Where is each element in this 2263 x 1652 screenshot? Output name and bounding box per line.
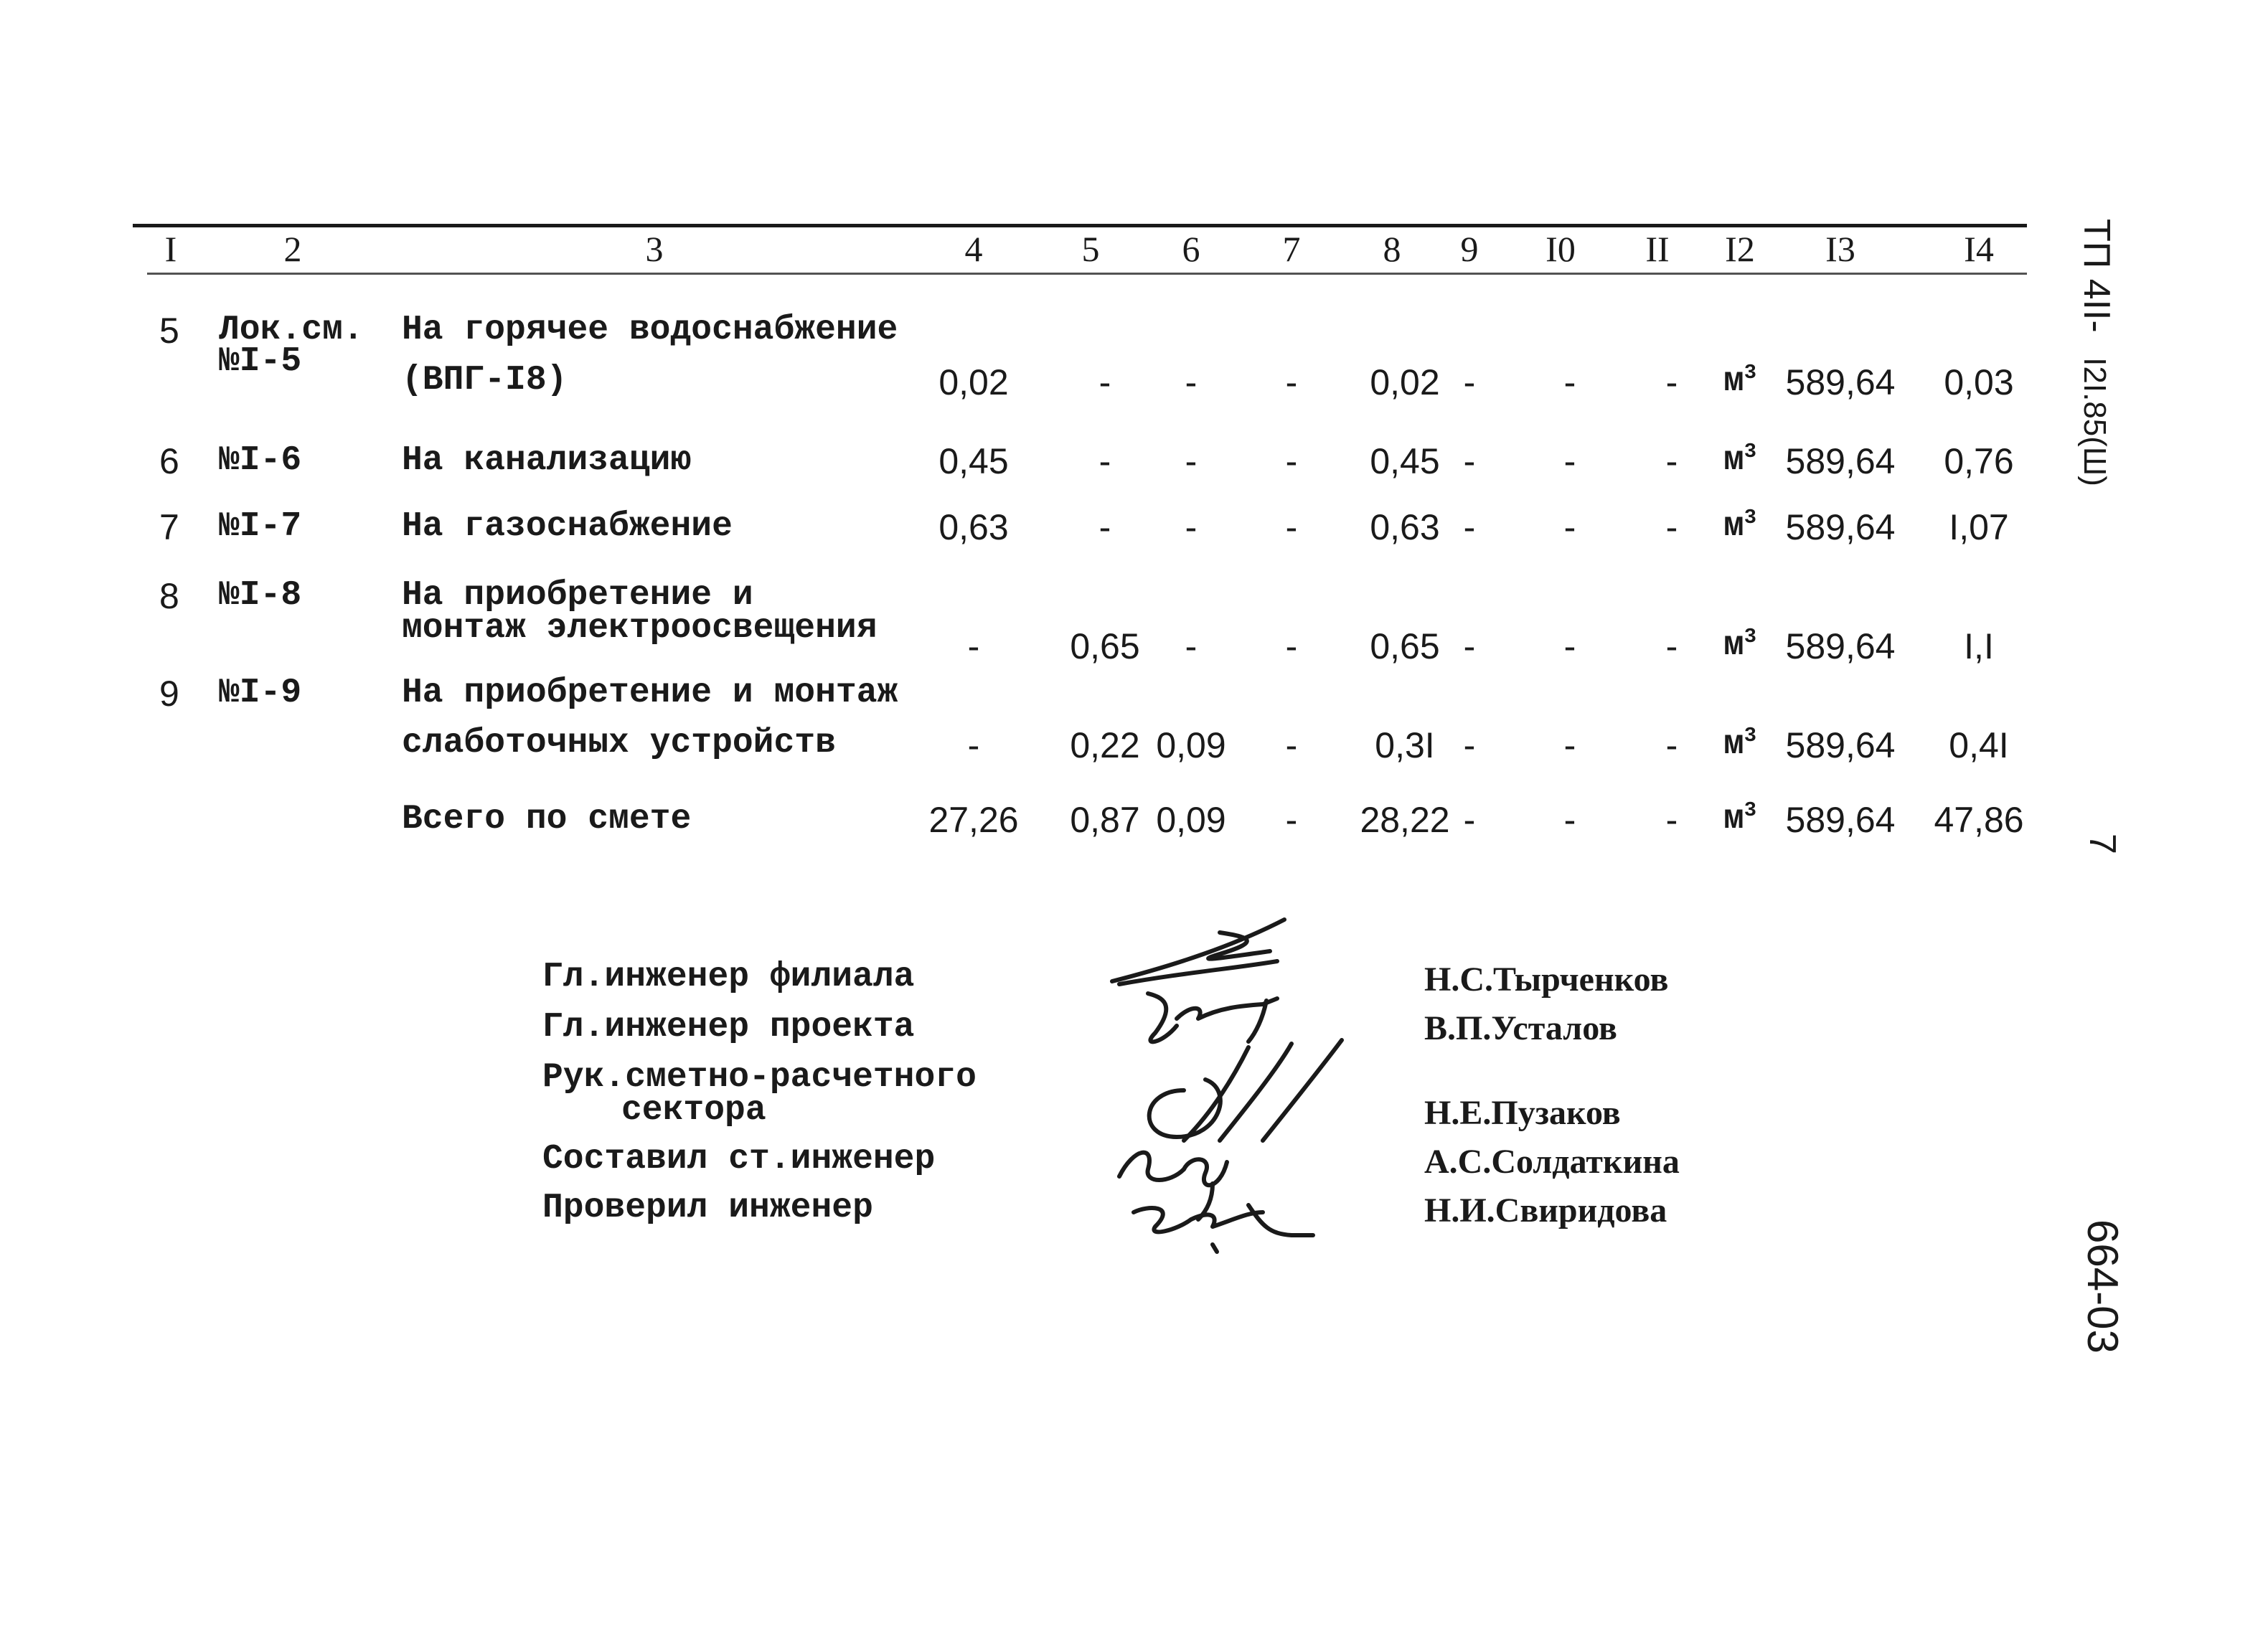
value-c13: 589,64 xyxy=(1785,626,1896,666)
column-header: II xyxy=(1645,229,1670,269)
value-c7: - xyxy=(1285,441,1298,481)
work-name: На канализацию xyxy=(402,441,692,480)
value-c11: - xyxy=(1665,800,1678,840)
column-header: I3 xyxy=(1825,229,1855,269)
document-ref: Лок.см. xyxy=(219,311,364,349)
signature-5 xyxy=(1134,1205,1313,1252)
column-header: 9 xyxy=(1460,229,1479,269)
signature-2 xyxy=(1148,993,1277,1042)
value-c11: - xyxy=(1665,626,1678,666)
signer-name: Н.С.Тырченков xyxy=(1424,960,1669,999)
document-ref: №I-8 xyxy=(219,576,302,615)
signer-role: Проверил инженер xyxy=(542,1189,873,1227)
value-c9: - xyxy=(1463,626,1476,666)
document-ref: №I-7 xyxy=(219,507,302,546)
value-c5: 0,65 xyxy=(1070,626,1140,666)
value-c4: 0,02 xyxy=(938,362,1009,402)
signer-role: сектора xyxy=(621,1091,766,1130)
signer-name: А.С.Солдаткина xyxy=(1424,1143,1680,1181)
column-header: I4 xyxy=(1964,229,1994,269)
value-c9: - xyxy=(1463,507,1476,547)
work-name: монтаж электроосвещения xyxy=(402,609,878,648)
value-c10: - xyxy=(1563,441,1576,481)
row-number: 7 xyxy=(159,507,179,547)
value-c10: - xyxy=(1563,626,1576,666)
document-ref: №I-5 xyxy=(219,342,302,381)
work-name: Всего по смете xyxy=(402,800,692,839)
row-number: 9 xyxy=(159,674,179,714)
value-c5: 0,87 xyxy=(1070,800,1140,840)
unit: $м^3$ xyxy=(1723,625,1757,665)
value-c13: 589,64 xyxy=(1785,725,1896,765)
sheet-code xyxy=(2075,219,2118,486)
work-name: (ВПГ-I8) xyxy=(402,361,568,400)
unit: $м^3$ xyxy=(1723,798,1757,839)
column-header: 3 xyxy=(645,229,664,269)
value-c4: - xyxy=(967,725,980,765)
document-ref: №I-9 xyxy=(219,674,302,712)
signer-role: Гл.инженер филиала xyxy=(542,958,915,996)
value-c10: - xyxy=(1563,725,1576,765)
unit: $м^3$ xyxy=(1723,361,1757,401)
value-c8: 0,3I xyxy=(1375,725,1435,765)
value-c4: - xyxy=(967,626,980,666)
value-c11: - xyxy=(1665,725,1678,765)
unit: $м^3$ xyxy=(1723,724,1757,764)
value-c4: 27,26 xyxy=(928,800,1019,840)
signer-role: Рук.сметно-расчетного xyxy=(542,1058,977,1097)
value-c9: - xyxy=(1463,725,1476,765)
row-number: 5 xyxy=(159,311,179,351)
value-c8: 0,63 xyxy=(1370,507,1440,547)
value-c6: 0,09 xyxy=(1156,800,1226,840)
value-c7: - xyxy=(1285,507,1298,547)
value-c4: 0,45 xyxy=(938,441,1009,481)
value-c8: 0,02 xyxy=(1370,362,1440,402)
column-header: 5 xyxy=(1081,229,1100,269)
page-number: 7 xyxy=(2081,834,2123,854)
column-header: I0 xyxy=(1545,229,1576,269)
value-c5: - xyxy=(1098,441,1111,481)
value-c7: - xyxy=(1285,626,1298,666)
value-c10: - xyxy=(1563,800,1576,840)
value-c8: 0,45 xyxy=(1370,441,1440,481)
value-c13: 589,64 xyxy=(1785,362,1896,402)
signature-1 xyxy=(1112,920,1284,984)
value-c14: I,I xyxy=(1964,626,1994,666)
column-header: 4 xyxy=(964,229,983,269)
unit: $м^3$ xyxy=(1723,506,1757,546)
value-c13: 589,64 xyxy=(1785,800,1896,840)
value-c11: - xyxy=(1665,441,1678,481)
value-c13: 589,64 xyxy=(1785,441,1896,481)
value-c9: - xyxy=(1463,362,1476,402)
signer-name: Н.И.Свиридова xyxy=(1424,1191,1667,1229)
value-c14: I,07 xyxy=(1949,507,2009,547)
work-name: слаботочных устройств xyxy=(402,724,836,763)
signer-name: Н.Е.Пузаков xyxy=(1424,1094,1621,1132)
unit: $м^3$ xyxy=(1723,440,1757,480)
sheet-code-prefix: ТП 4II- xyxy=(2076,219,2117,333)
value-c4: 0,63 xyxy=(938,507,1009,547)
work-name: На приобретение и монтаж xyxy=(402,674,898,712)
document-ref: №I-6 xyxy=(219,441,302,480)
value-c5: - xyxy=(1098,362,1111,402)
value-c9: - xyxy=(1463,800,1476,840)
value-c10: - xyxy=(1563,362,1576,402)
work-name: На горячее водоснабжение xyxy=(402,311,898,349)
value-c11: - xyxy=(1665,362,1678,402)
row-number: 6 xyxy=(159,441,179,481)
column-header: 2 xyxy=(283,229,302,269)
signature-3 xyxy=(1149,1040,1342,1141)
value-c6: - xyxy=(1185,507,1198,547)
sheet-code-suffix: I2I.85(Ш) xyxy=(2077,357,2112,486)
value-c8: 0,65 xyxy=(1370,626,1440,666)
signer-role: Составил ст.инженер xyxy=(542,1140,936,1179)
value-c6: - xyxy=(1185,626,1198,666)
value-c7: - xyxy=(1285,362,1298,402)
column-header: 6 xyxy=(1182,229,1200,269)
signer-name: В.П.Усталов xyxy=(1424,1009,1617,1047)
value-c14: 0,76 xyxy=(1944,441,2014,481)
value-c6: - xyxy=(1185,441,1198,481)
value-c14: 0,4I xyxy=(1949,725,2009,765)
value-c5: - xyxy=(1098,507,1111,547)
series-number: 664-03 xyxy=(2079,1219,2127,1354)
value-c13: 589,64 xyxy=(1785,507,1896,547)
value-c6: 0,09 xyxy=(1156,725,1226,765)
work-name: На приобретение и xyxy=(402,576,753,615)
column-header: 7 xyxy=(1282,229,1301,269)
value-c7: - xyxy=(1285,725,1298,765)
value-c11: - xyxy=(1665,507,1678,547)
column-header: 8 xyxy=(1383,229,1401,269)
value-c9: - xyxy=(1463,441,1476,481)
value-c8: 28,22 xyxy=(1360,800,1450,840)
work-name: На газоснабжение xyxy=(402,507,733,546)
value-c7: - xyxy=(1285,800,1298,840)
row-number: 8 xyxy=(159,576,179,616)
column-header: I xyxy=(164,229,177,269)
value-c14: 47,86 xyxy=(1934,800,2024,840)
value-c5: 0,22 xyxy=(1070,725,1140,765)
signer-role: Гл.инженер проекта xyxy=(542,1008,915,1047)
value-c10: - xyxy=(1563,507,1576,547)
value-c6: - xyxy=(1185,362,1198,402)
column-header: I2 xyxy=(1725,229,1755,269)
value-c14: 0,03 xyxy=(1944,362,2014,402)
